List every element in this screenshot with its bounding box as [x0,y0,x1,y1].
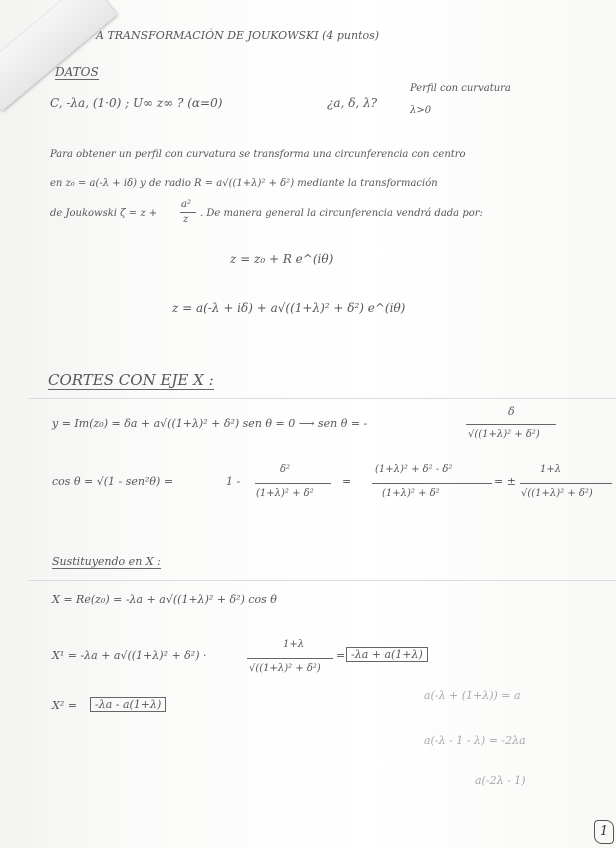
fraction-bar [372,483,492,484]
frac-a2-numerator: a² [181,199,191,210]
x2-result-box: -λa - a(1+λ) [90,697,166,712]
equals-sign: = [336,649,346,662]
frac-cos3-numerator: 1+λ [540,464,562,475]
page-title: A TRANSFORMACIÓN DE JOUKOWSKI (4 puntos) [96,29,380,42]
frac-sen-denominator: √((1+λ)² + δ²) [468,429,540,440]
ruled-line [28,580,616,581]
fraction-bar [520,483,612,484]
equation-circle-full: z = a(-λ + iδ) + a√((1+λ)² + δ²) e^(iθ) [172,301,406,315]
staple-tab [0,0,117,111]
cortes-heading: CORTES CON EJE X : [48,371,214,389]
side-note-3: a(-2λ - 1) [475,774,526,787]
equation-circle: z = z₀ + R e^(iθ) [230,252,334,266]
paragraph-line-1: Para obtener un perfil con curvatura se transforma una circunferencia con centro [50,149,466,160]
frac-x1-numerator: 1+λ [283,639,305,650]
fraction-bar [180,212,196,213]
one-minus: 1 - [226,475,241,488]
datos-given: C, -λa, (1·0) ; U∞ z∞ ? (α=0) [50,96,223,110]
paragraph-line-3b: . De manera general la circunferencia vendrá dada por: [200,208,483,219]
plus-minus-equals: = ± [494,475,516,488]
frac-a2-denominator: z [183,214,189,225]
side-note-2: a(-λ - 1 - λ) = -2λa [424,734,526,747]
ruled-line [28,398,616,399]
equals-sign: = [342,475,352,488]
datos-note-lambda: λ>0 [410,105,432,116]
datos-unknowns: ¿a, δ, λ? [327,96,378,110]
equation-y-zero: y = Im(z₀) = δa + a√((1+λ)² + δ²) sen θ = 0 ⟶ sen θ = - [52,417,368,430]
frac-cos2-denominator: (1+λ)² + δ² [382,488,440,499]
paragraph-line-2: en z₀ = a(-λ + iδ) y de radio R = a√((1+λ)² + δ²) mediante la transformación [50,178,438,189]
frac-cos1-numerator: δ² [280,464,291,475]
equation-x2-lhs: X² = [52,699,77,712]
frac-cos3-denominator: √((1+λ)² + δ²) [521,488,593,499]
datos-heading: DATOS [55,65,99,79]
equation-x: X = Re(z₀) = -λa + a√((1+λ)² + δ²) cos θ [52,593,277,606]
x1-result-box: -λa + a(1+λ) [346,647,428,662]
fraction-bar [255,483,331,484]
frac-cos2-numerator: (1+λ)² + δ² - δ² [375,464,453,475]
page-number: 1 [594,820,614,844]
frac-cos1-denominator: (1+λ)² + δ² [256,488,314,499]
fraction-bar [466,424,556,425]
datos-note-curvature: Perfil con curvatura [410,83,511,94]
equation-x1-lhs: X¹ = -λa + a√((1+λ)² + δ²) · [52,649,207,662]
frac-x1-denominator: √((1+λ)² + δ²) [249,663,321,674]
frac-sen-numerator: δ [508,405,515,418]
side-note-1: a(-λ + (1+λ)) = a [424,689,521,702]
equation-cos-lhs: cos θ = √(1 - sen²θ) = [52,475,174,488]
sustituyendo-heading: Sustituyendo en X : [52,555,161,568]
paragraph-line-3a: de Joukowski ζ = z + [50,208,158,219]
fraction-bar [247,658,333,659]
